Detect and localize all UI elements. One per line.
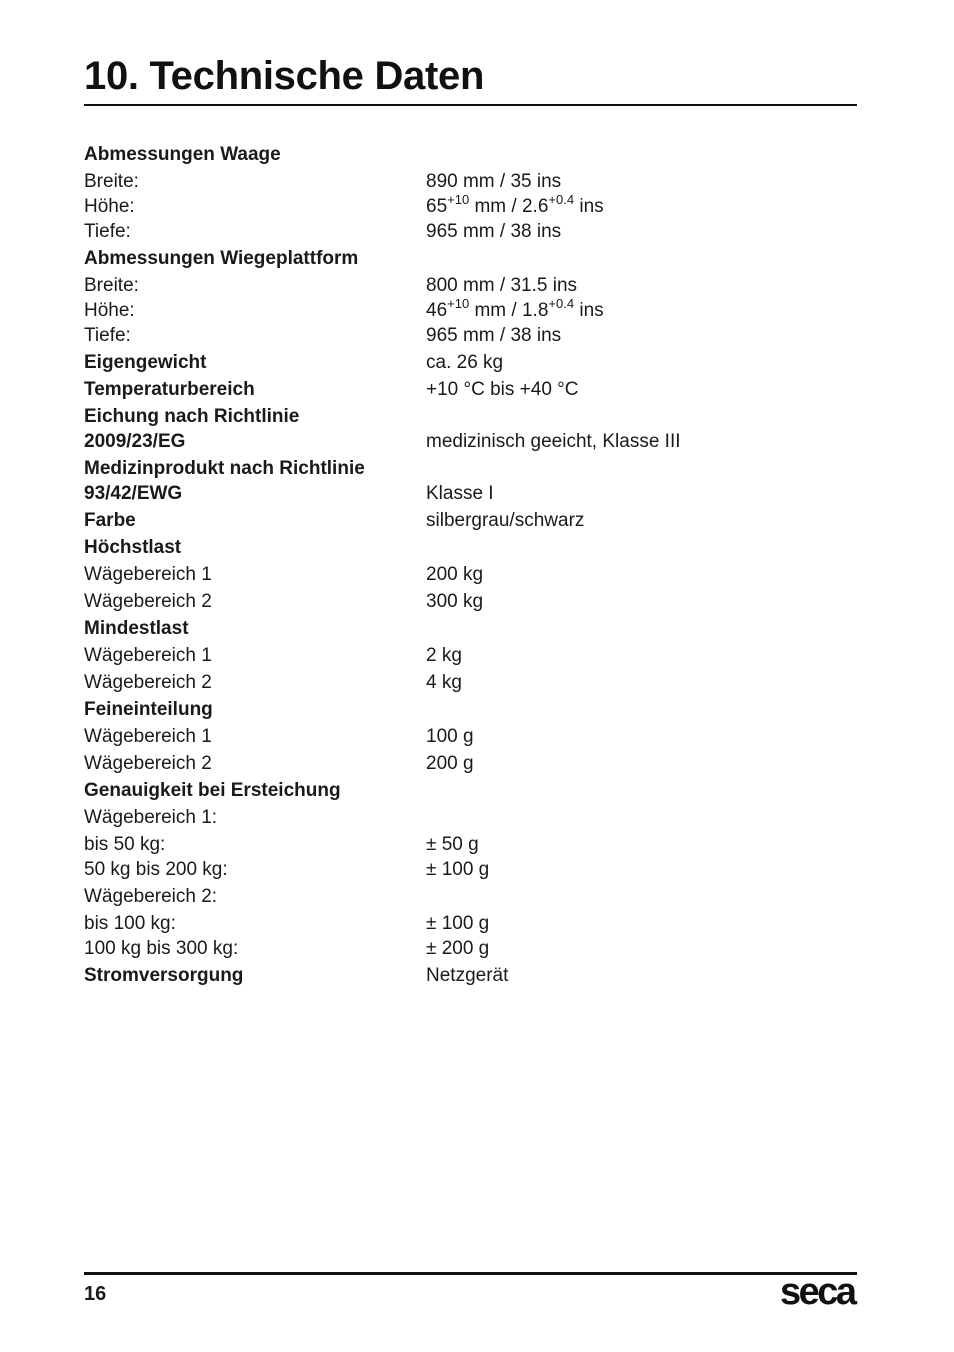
spec-value: Netzgerät (426, 965, 509, 986)
spec-value: 800 mm / 31.5 ins (426, 275, 578, 296)
spec-label: Tiefe: (84, 221, 131, 242)
spec-value: 100 g (426, 726, 474, 747)
spec-row (84, 778, 857, 803)
spec-row (84, 404, 857, 429)
spec-value: 4 kg (426, 672, 462, 693)
spec-value: Klasse I (426, 483, 494, 504)
spec-label: Eichung nach Richtlinie (84, 406, 300, 427)
spec-row (84, 562, 857, 587)
spec-row (84, 508, 857, 533)
spec-label: Wägebereich 1 (84, 726, 212, 747)
spec-row (84, 535, 857, 560)
spec-value: 965 mm / 38 ins (426, 325, 562, 346)
spec-row (84, 350, 857, 375)
spec-row (84, 323, 857, 348)
spec-label: Höchstlast (84, 537, 182, 558)
spec-row (84, 911, 857, 936)
spec-row (84, 805, 857, 830)
spec-value: 200 g (426, 753, 474, 774)
spec-label: Abmessungen Waage (84, 144, 281, 165)
spec-value: ± 100 g (426, 913, 490, 934)
spec-label: Wägebereich 1 (84, 645, 212, 666)
spec-table (84, 142, 857, 988)
spec-label: 50 kg bis 200 kg: (84, 859, 228, 880)
spec-row (84, 246, 857, 271)
spec-label: bis 100 kg: (84, 913, 176, 934)
spec-row (84, 616, 857, 641)
footer-rule (84, 1272, 857, 1275)
spec-label: Feineinteilung (84, 699, 213, 720)
spec-label: 2009/23/EG (84, 431, 186, 452)
spec-row (84, 273, 857, 298)
spec-label: bis 50 kg: (84, 834, 166, 855)
spec-row (84, 169, 857, 194)
spec-label: Medizinprodukt nach Richtlinie (84, 458, 365, 479)
spec-row (84, 429, 857, 454)
spec-row (84, 697, 857, 722)
spec-value: $46^{+10}$ mm / $1.8^{+0.4}$ ins (426, 295, 604, 321)
spec-label: Eigengewicht (84, 352, 207, 373)
spec-label: Wägebereich 2 (84, 591, 212, 612)
spec-label: Wägebereich 1 (84, 564, 212, 585)
spec-row (84, 724, 857, 749)
spec-row (84, 456, 857, 481)
spec-value: 200 kg (426, 564, 484, 585)
spec-label: Wägebereich 2 (84, 753, 212, 774)
spec-row (84, 884, 857, 909)
spec-label: Mindestlast (84, 618, 189, 639)
spec-label: Breite: (84, 171, 139, 192)
spec-row (84, 857, 857, 882)
spec-label: Temperaturbereich (84, 379, 255, 400)
spec-label: Höhe: (84, 196, 135, 217)
spec-row (84, 377, 857, 402)
spec-row (84, 589, 857, 614)
spec-row (84, 219, 857, 244)
spec-row (84, 643, 857, 668)
spec-row (84, 963, 857, 988)
spec-row (84, 481, 857, 506)
spec-value: ± 200 g (426, 938, 490, 959)
spec-value: $65^{+10}$ mm / $2.6^{+0.4}$ ins (426, 191, 604, 217)
spec-row (84, 832, 857, 857)
title-rule (84, 104, 857, 106)
spec-label: Wägebereich 2: (84, 886, 218, 907)
spec-label: Stromversorgung (84, 965, 244, 986)
page-number: 16 (84, 1283, 107, 1305)
spec-row (84, 142, 857, 167)
spec-value: ca. 26 kg (426, 352, 504, 373)
spec-value: +10 °C bis +40 °C (426, 379, 579, 400)
spec-row (84, 936, 857, 961)
spec-value: 965 mm / 38 ins (426, 221, 562, 242)
spec-label: Abmessungen Wiegeplattform (84, 248, 359, 269)
spec-label: Wägebereich 2 (84, 672, 212, 693)
spec-label: 93/42/EWG (84, 483, 183, 504)
spec-label: Breite: (84, 275, 139, 296)
spec-value: ± 100 g (426, 859, 490, 880)
page-title: 10. Technische Daten (84, 54, 485, 98)
spec-label: Genauigkeit bei Ersteichung (84, 780, 341, 801)
spec-row (84, 295, 857, 323)
spec-value: silbergrau/schwarz (426, 510, 585, 531)
brand-logo: seca (780, 1271, 855, 1313)
spec-label: Tiefe: (84, 325, 131, 346)
spec-row (84, 191, 857, 219)
spec-label: Wägebereich 1: (84, 807, 218, 828)
spec-value: medizinisch geeicht, Klasse III (426, 431, 681, 452)
spec-value: 300 kg (426, 591, 484, 612)
spec-row (84, 751, 857, 776)
spec-label: Farbe (84, 510, 136, 531)
spec-value: 890 mm / 35 ins (426, 171, 562, 192)
spec-label: Höhe: (84, 300, 135, 321)
spec-value: 2 kg (426, 645, 462, 666)
spec-row (84, 670, 857, 695)
spec-value: ± 50 g (426, 834, 479, 855)
spec-label: 100 kg bis 300 kg: (84, 938, 239, 959)
